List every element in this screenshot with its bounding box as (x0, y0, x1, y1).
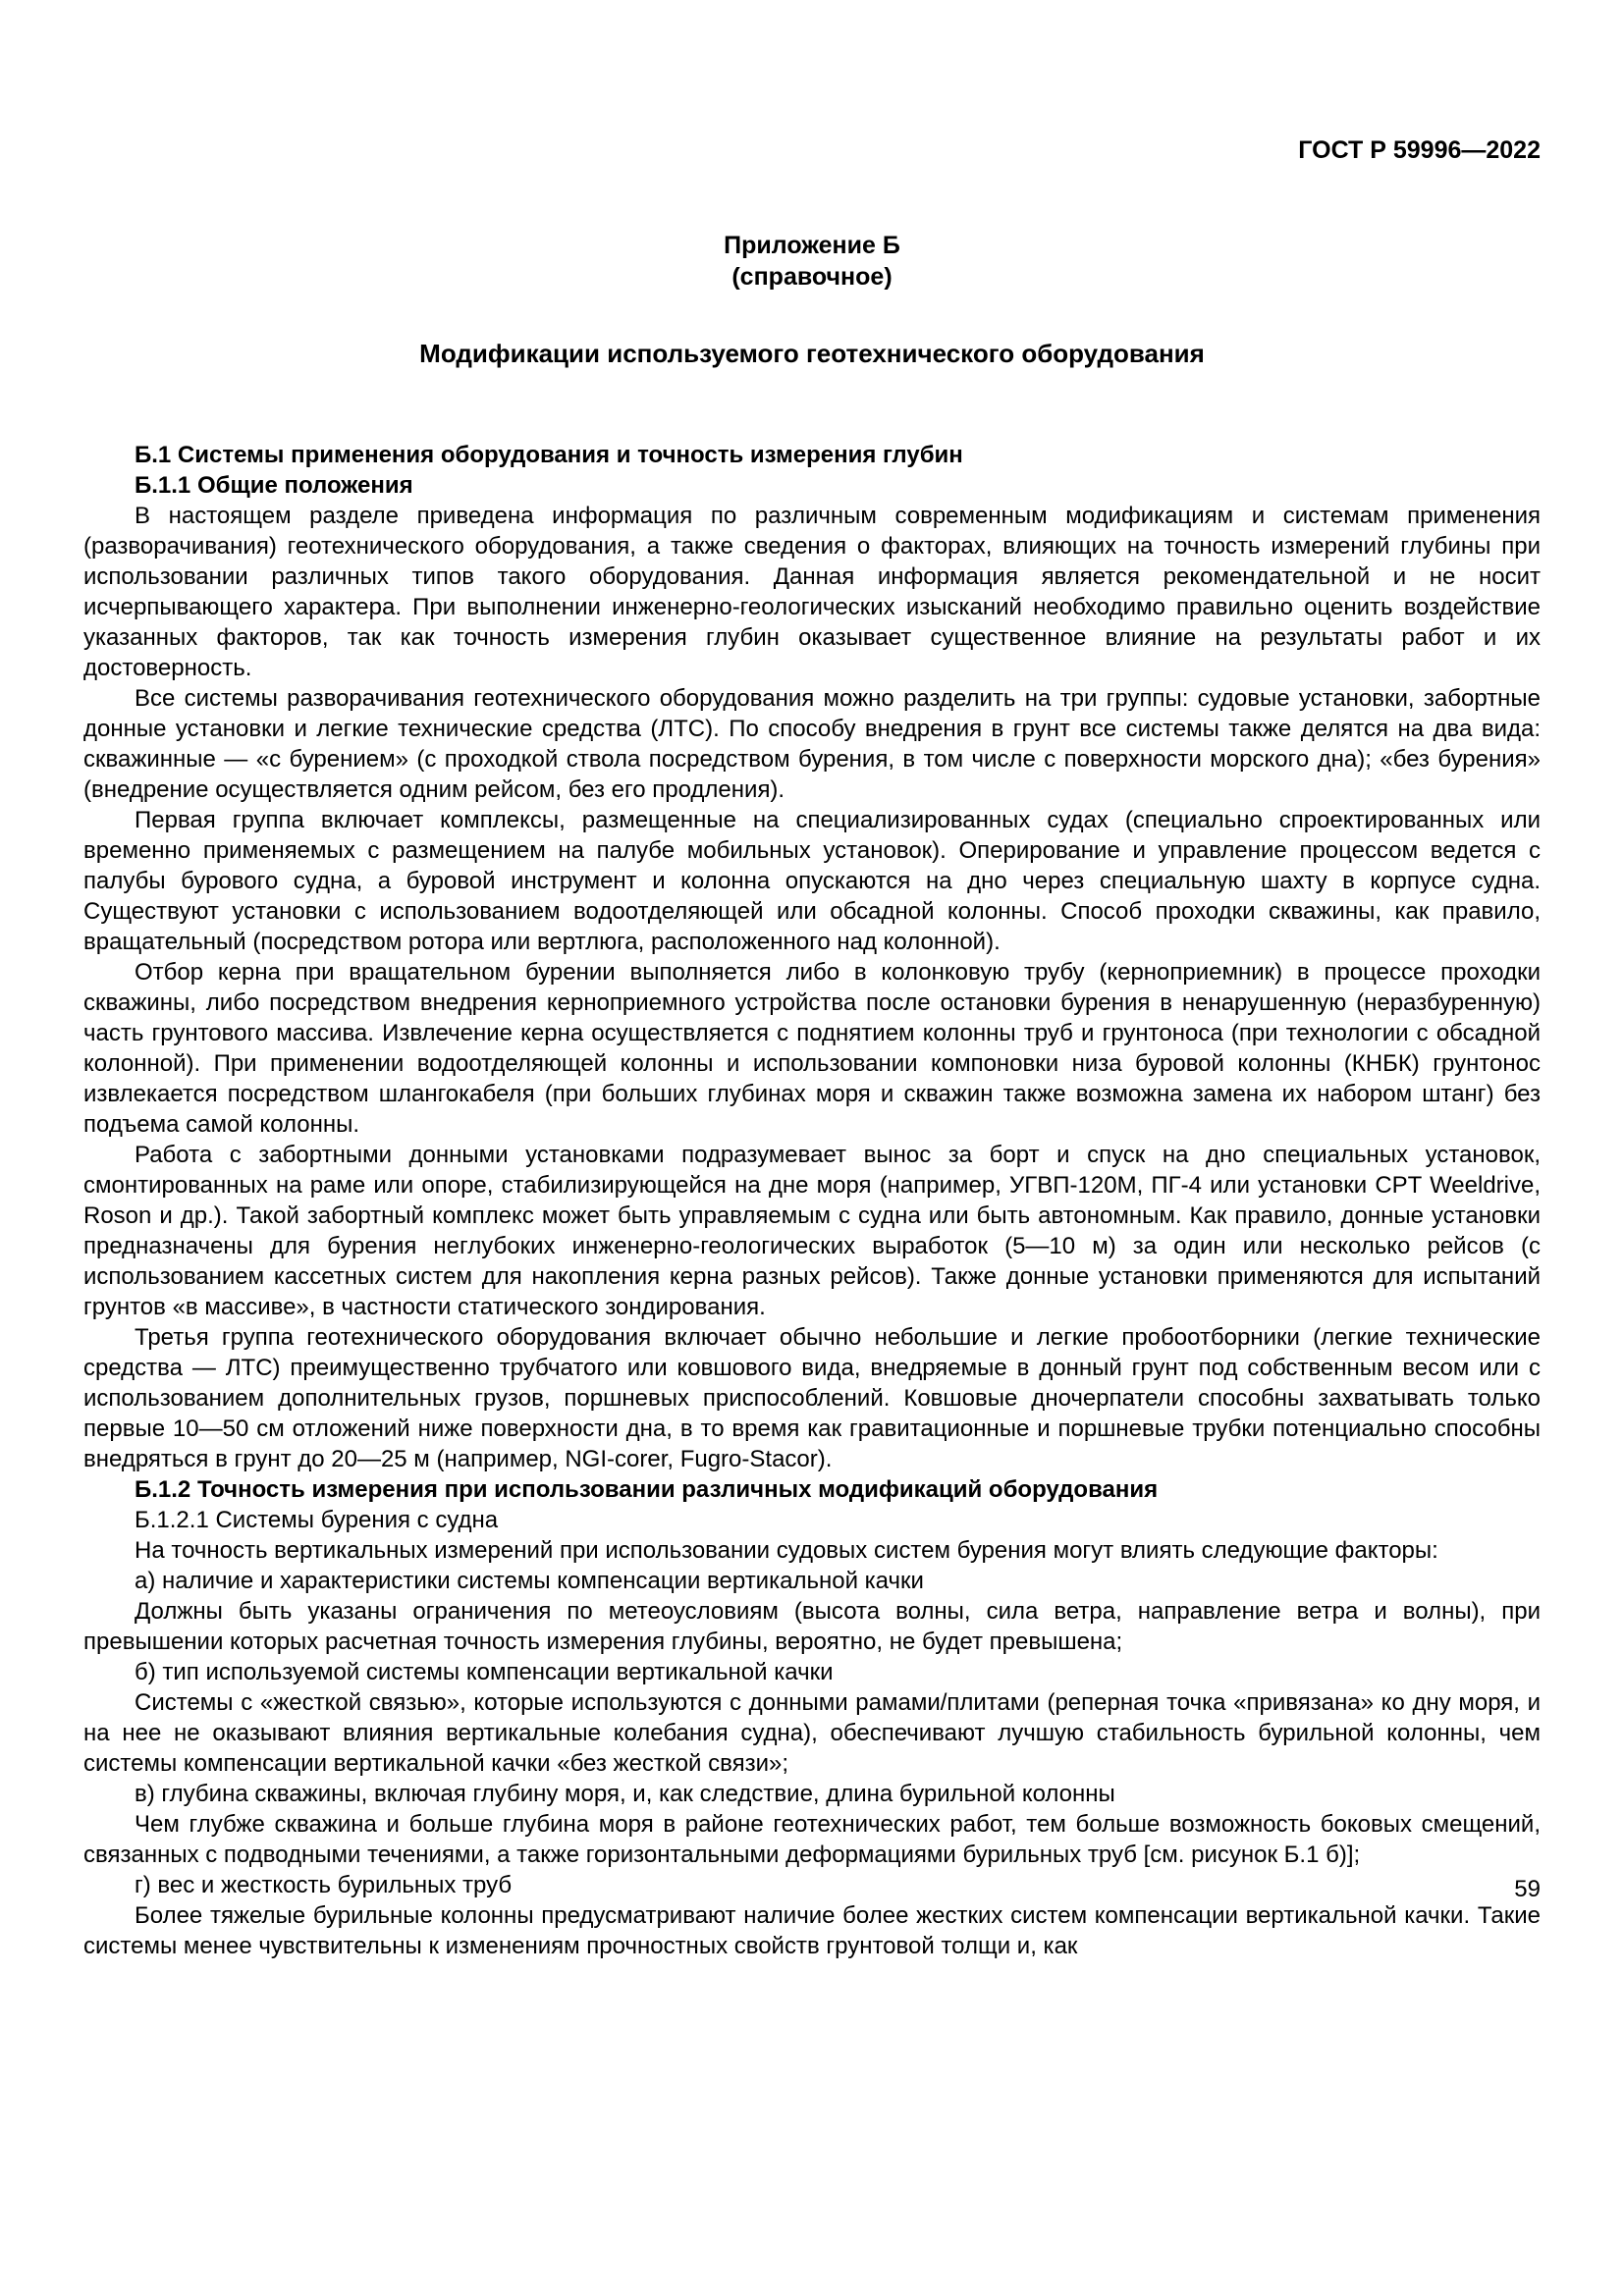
document-code-header: ГОСТ Р 59996—2022 (1298, 136, 1541, 164)
heading-b1: Б.1 Системы применения оборудования и точность измерения глубин (135, 442, 963, 468)
appendix-label: Приложение Б (724, 232, 900, 259)
paragraph: В настоящем разделе приведена информация по различным современным модификациям и системам применения (разворачивания) геотехнического оборудования, а также сведения о факторах, влияющих на точность измерений глубины при использовании различных типов такого оборудования. Данная информация является рекомендательной и не носит исчерпывающего характера. При выполнении инженерно-геологических изысканий необходимо правильно оценить воздействие указанных факторов, так как точность измерения глубин оказывает существенное влияние на результаты работ и их достоверность. (83, 503, 1541, 681)
appendix-kind: (справочное) (731, 263, 893, 291)
paragraph: Третья группа геотехнического оборудования включает обычно небольшие и легкие пробоотборники (легкие технические средства — ЛТС) преимущественно трубчатого или ковшового вида, внедряемые в донный грунт под собственным весом или с использованием дополнительных грузов, поршневых приспособлений. Ковшовые дночерпатели способны захватывать только первые 10—50 см отложений ниже поверхности дна, в то время как гравитационные и поршневые трубки потенциально способны внедряться в грунт до 20—25 м (например, NGI-corer, Fugro-Stacor). (83, 1324, 1541, 1472)
paragraph: Должны быть указаны ограничения по метеоусловиям (высота волны, сила ветра, направление ветра и волны), при превышении которых расчетная точность измерения глубины, вероятно, не будет превышена; (83, 1598, 1541, 1655)
paragraph: Все системы разворачивания геотехнического оборудования можно разделить на три группы: судовые установки, забортные донные установки и легкие технические средства (ЛТС). По способу внедрения в грунт все системы также делятся на два вида: скважинные — «с бурением» (с проходкой ствола посредством бурения, в том числе с поверхности морского дна); «без бурения» (внедрение осуществляется одним рейсом, без его продления). (83, 685, 1541, 803)
list-item-v: в) глубина скважины, включая глубину моря, и, как следствие, длина бурильной колонны (135, 1781, 1115, 1807)
heading-b12: Б.1.2 Точность измерения при использовании различных модификаций оборудования (135, 1476, 1159, 1503)
paragraph: Работа с забортными донными установками подразумевает вынос за борт и спуск на дно специальных установок, смонтированных на раме или опоре, стабилизирующейся на дне моря (например, УГВП-120М, ПГ-4 или установки CPT Weeldrive, Roson и др.). Такой забортный комплекс может быть управляемым с судна или быть автономным. Как правило, донные установки предназначены для бурения неглубоких инженерно-геологических выработок (5—10 м) за один или несколько рейсов (с использованием кассетных систем для накопления керна разных рейсов). Также донные установки применяются для испытаний грунтов «в массиве», в частности статического зондирования. (83, 1142, 1541, 1320)
document-content (83, 135, 1541, 1961)
paragraph: Чем глубже скважина и больше глубина моря в районе геотехнических работ, тем больше возможность боковых смещений, связанных с подводными течениями, а также горизонтальными деформациями бурильных труб [см. рисунок Б.1 б)]; (83, 1811, 1541, 1868)
paragraph: Более тяжелые бурильные колонны предусматривают наличие более жестких систем компенсации вертикальной качки. Такие системы менее чувствительны к изменениям прочностных свойств грунтовой толщи и, как (83, 1902, 1541, 1959)
heading-b121: Б.1.2.1 Системы бурения с судна (135, 1507, 499, 1533)
paragraph: Отбор керна при вращательном бурении выполняется либо в колонковую трубу (керноприемник) в процессе проходки скважины, либо посредством внедрения керноприемного устройства после остановки бурения в ненарушенную (неразбуренную) часть грунтового массива. Извлечение керна осуществляется с поднятием колонны труб и грунтоноса (при технологии с обсадной колонной). При применении водоотделяющей колонны и использовании компоновки низа буровой колонны (КНБК) грунтонос извлекается посредством шлангокабеля (при больших глубинах моря и скважин также возможна замена их набором штанг) без подъема самой колонны. (83, 959, 1541, 1138)
list-item-b: б) тип используемой системы компенсации вертикальной качки (135, 1659, 834, 1685)
paragraph: Первая группа включает комплексы, размещенные на специализированных судах (специально спроектированных или временно применяемых с размещением на палубе мобильных установок). Оперирование и управление процессом ведется с палубы бурового судна, а буровой инструмент и колонна опускаются на дно через специальную шахту в корпусе судна. Существуют установки с использованием водоотделяющей или обсадной колонны. Способ проходки скважины, как правило, вращательный (посредством ротора или вертлюга, расположенного над колонной). (83, 807, 1541, 955)
list-item-a: а) наличие и характеристики системы компенсации вертикальной качки (135, 1568, 924, 1594)
list-item-g: г) вес и жесткость бурильных труб (135, 1872, 513, 1898)
appendix-title: Модификации используемого геотехнического оборудования (419, 339, 1205, 368)
heading-b11: Б.1.1 Общие положения (135, 472, 413, 499)
paragraph: Системы с «жесткой связью», которые используются с донными рамами/плитами (реперная точка «привязана» ко дну моря, и на нее не оказывают влияния вертикальные колебания судна), обеспечивают лучшую стабильность бурильной колонны, чем системы компенсации вертикальной качки «без жесткой связи»; (83, 1689, 1541, 1777)
paragraph: На точность вертикальных измерений при использовании судовых систем бурения могут влиять следующие факторы: (135, 1537, 1438, 1564)
page-number: 59 (1514, 1876, 1541, 1902)
